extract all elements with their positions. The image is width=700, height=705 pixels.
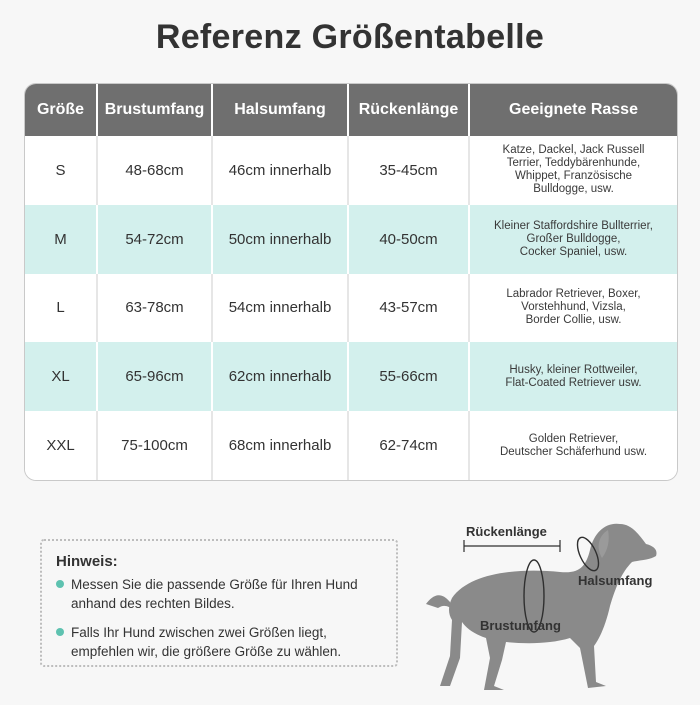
breed-cell: Katze, Dackel, Jack Russell Terrier, Teddybärenhunde, Whippet, Französische Bulldogge, usw. (469, 136, 677, 205)
header-back: Rückenlänge (348, 84, 469, 136)
chest-cell: 75-100cm (97, 411, 212, 480)
size-cell: M (25, 205, 97, 274)
breed-cell: Husky, kleiner Rottweiler, Flat-Coated Retriever usw. (469, 342, 677, 411)
bullet-icon (56, 628, 64, 636)
header-neck: Halsumfang (212, 84, 348, 136)
table-row (25, 136, 677, 205)
neck-cell: 46cm innerhalb (212, 136, 348, 205)
neck-cell: 68cm innerhalb (212, 411, 348, 480)
table-row (25, 342, 677, 411)
hint-box (40, 539, 398, 667)
neck-cell: 62cm innerhalb (212, 342, 348, 411)
back-length-label: Rückenlänge (466, 524, 547, 539)
back-cell: 35-45cm (348, 136, 469, 205)
size-cell: XL (25, 342, 97, 411)
back-cell: 43-57cm (348, 274, 469, 343)
back-cell: 62-74cm (348, 411, 469, 480)
dog-silhouette-icon (410, 510, 700, 700)
bullet-icon (56, 580, 64, 588)
hint-item: Falls Ihr Hund zwischen zwei Größen liegt, empfehlen wir, die größere Größe zu wählen. (56, 623, 386, 661)
size-cell: XXL (25, 411, 97, 480)
chest-cell: 65-96cm (97, 342, 212, 411)
header-chest: Brustumfang (97, 84, 212, 136)
breed-cell: Labrador Retriever, Boxer, Vorstehhund, Vizsla, Border Collie, usw. (469, 274, 677, 343)
neck-label: Halsumfang (578, 573, 653, 588)
table-row (25, 411, 677, 480)
dog-measurement-diagram (410, 510, 700, 700)
header-breed: Geeignete Rasse (469, 84, 677, 136)
chest-cell: 48-68cm (97, 136, 212, 205)
page-title: Referenz Größentabelle (155, 18, 545, 56)
back-cell: 55-66cm (348, 342, 469, 411)
hint-item: Messen Sie die passende Größe für Ihren Hund anhand des rechten Bildes. (56, 575, 386, 613)
table-row (25, 274, 677, 343)
breed-cell: Golden Retriever, Deutscher Schäferhund usw. (469, 411, 677, 480)
size-cell: S (25, 136, 97, 205)
hint-title: Hinweis: (56, 553, 118, 570)
breed-cell: Kleiner Staffordshire Bullterrier, Großer Bulldogge, Cocker Spaniel, usw. (469, 205, 677, 274)
chest-cell: 63-78cm (97, 274, 212, 343)
table-row (25, 205, 677, 274)
chest-label: Brustumfang (480, 618, 561, 633)
size-table (24, 83, 678, 481)
neck-cell: 50cm innerhalb (212, 205, 348, 274)
header-size: Größe (25, 84, 97, 136)
neck-cell: 54cm innerhalb (212, 274, 348, 343)
chest-cell: 54-72cm (97, 205, 212, 274)
back-cell: 40-50cm (348, 205, 469, 274)
table-header-row (25, 84, 677, 136)
size-cell: L (25, 274, 97, 343)
